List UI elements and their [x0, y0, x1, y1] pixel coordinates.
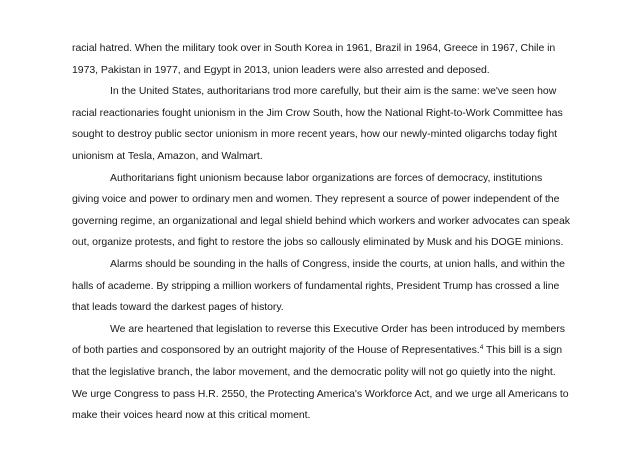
legislation-text-before-note: We are heartened that legislation to reverse this Executive Order has been introduced by members of both parties and cosponsored by an outright majority of the House of Representatives. [72, 322, 565, 357]
legislation-text-after-note: This bill is a sign that the legislative branch, the labor movement, and the democratic polity will not go quietly into the night. We urge Congress to pass H.R. 2550, the Protecting America's Workforce Act, and we urge all Americans to make their voices heard now at this critical moment. [72, 344, 569, 422]
footnote-marker[interactable]: 4 [479, 344, 484, 352]
body-text [72, 38, 572, 427]
paragraph-military-takeovers: racial hatred. When the military took over in South Korea in 1961, Brazil in 1964, Greece in 1967, Chile in 1973, Pakistan in 1977, and Egypt in 2013, union leaders were also arrested and deposed. [72, 42, 556, 76]
paragraph-legislation [72, 319, 572, 427]
paragraph-united-states: In the United States, authoritarians trod more carefully, but their aim is the same: we've seen how racial reactionaries fought unionism in the Jim Crow South, how the National Right-to-Work Committee has sought to destroy public sector unionism in more recent years, how our newly-minted oligarchs today fight unionism at Tesla, Amazon, and Walmart. [72, 85, 563, 162]
paragraph-authoritarians-fight-unionism: Authoritarians fight unionism because labor organizations are forces of democracy, institutions giving voice and power to ordinary men and women. They represent a source of power independent of the governing regime, an organizational and legal shield behind which workers and worker advocates can speak out, organize protests, and fight to restore the jobs so callously eliminated by Musk and his DOGE minions. [72, 171, 570, 249]
paragraph-alarms: Alarms should be sounding in the halls of Congress, inside the courts, at union halls, and within the halls of academe. By stripping a million workers of fundamental rights, President Trump has crossed a line that leads toward the darkest pages of history. [72, 257, 565, 314]
